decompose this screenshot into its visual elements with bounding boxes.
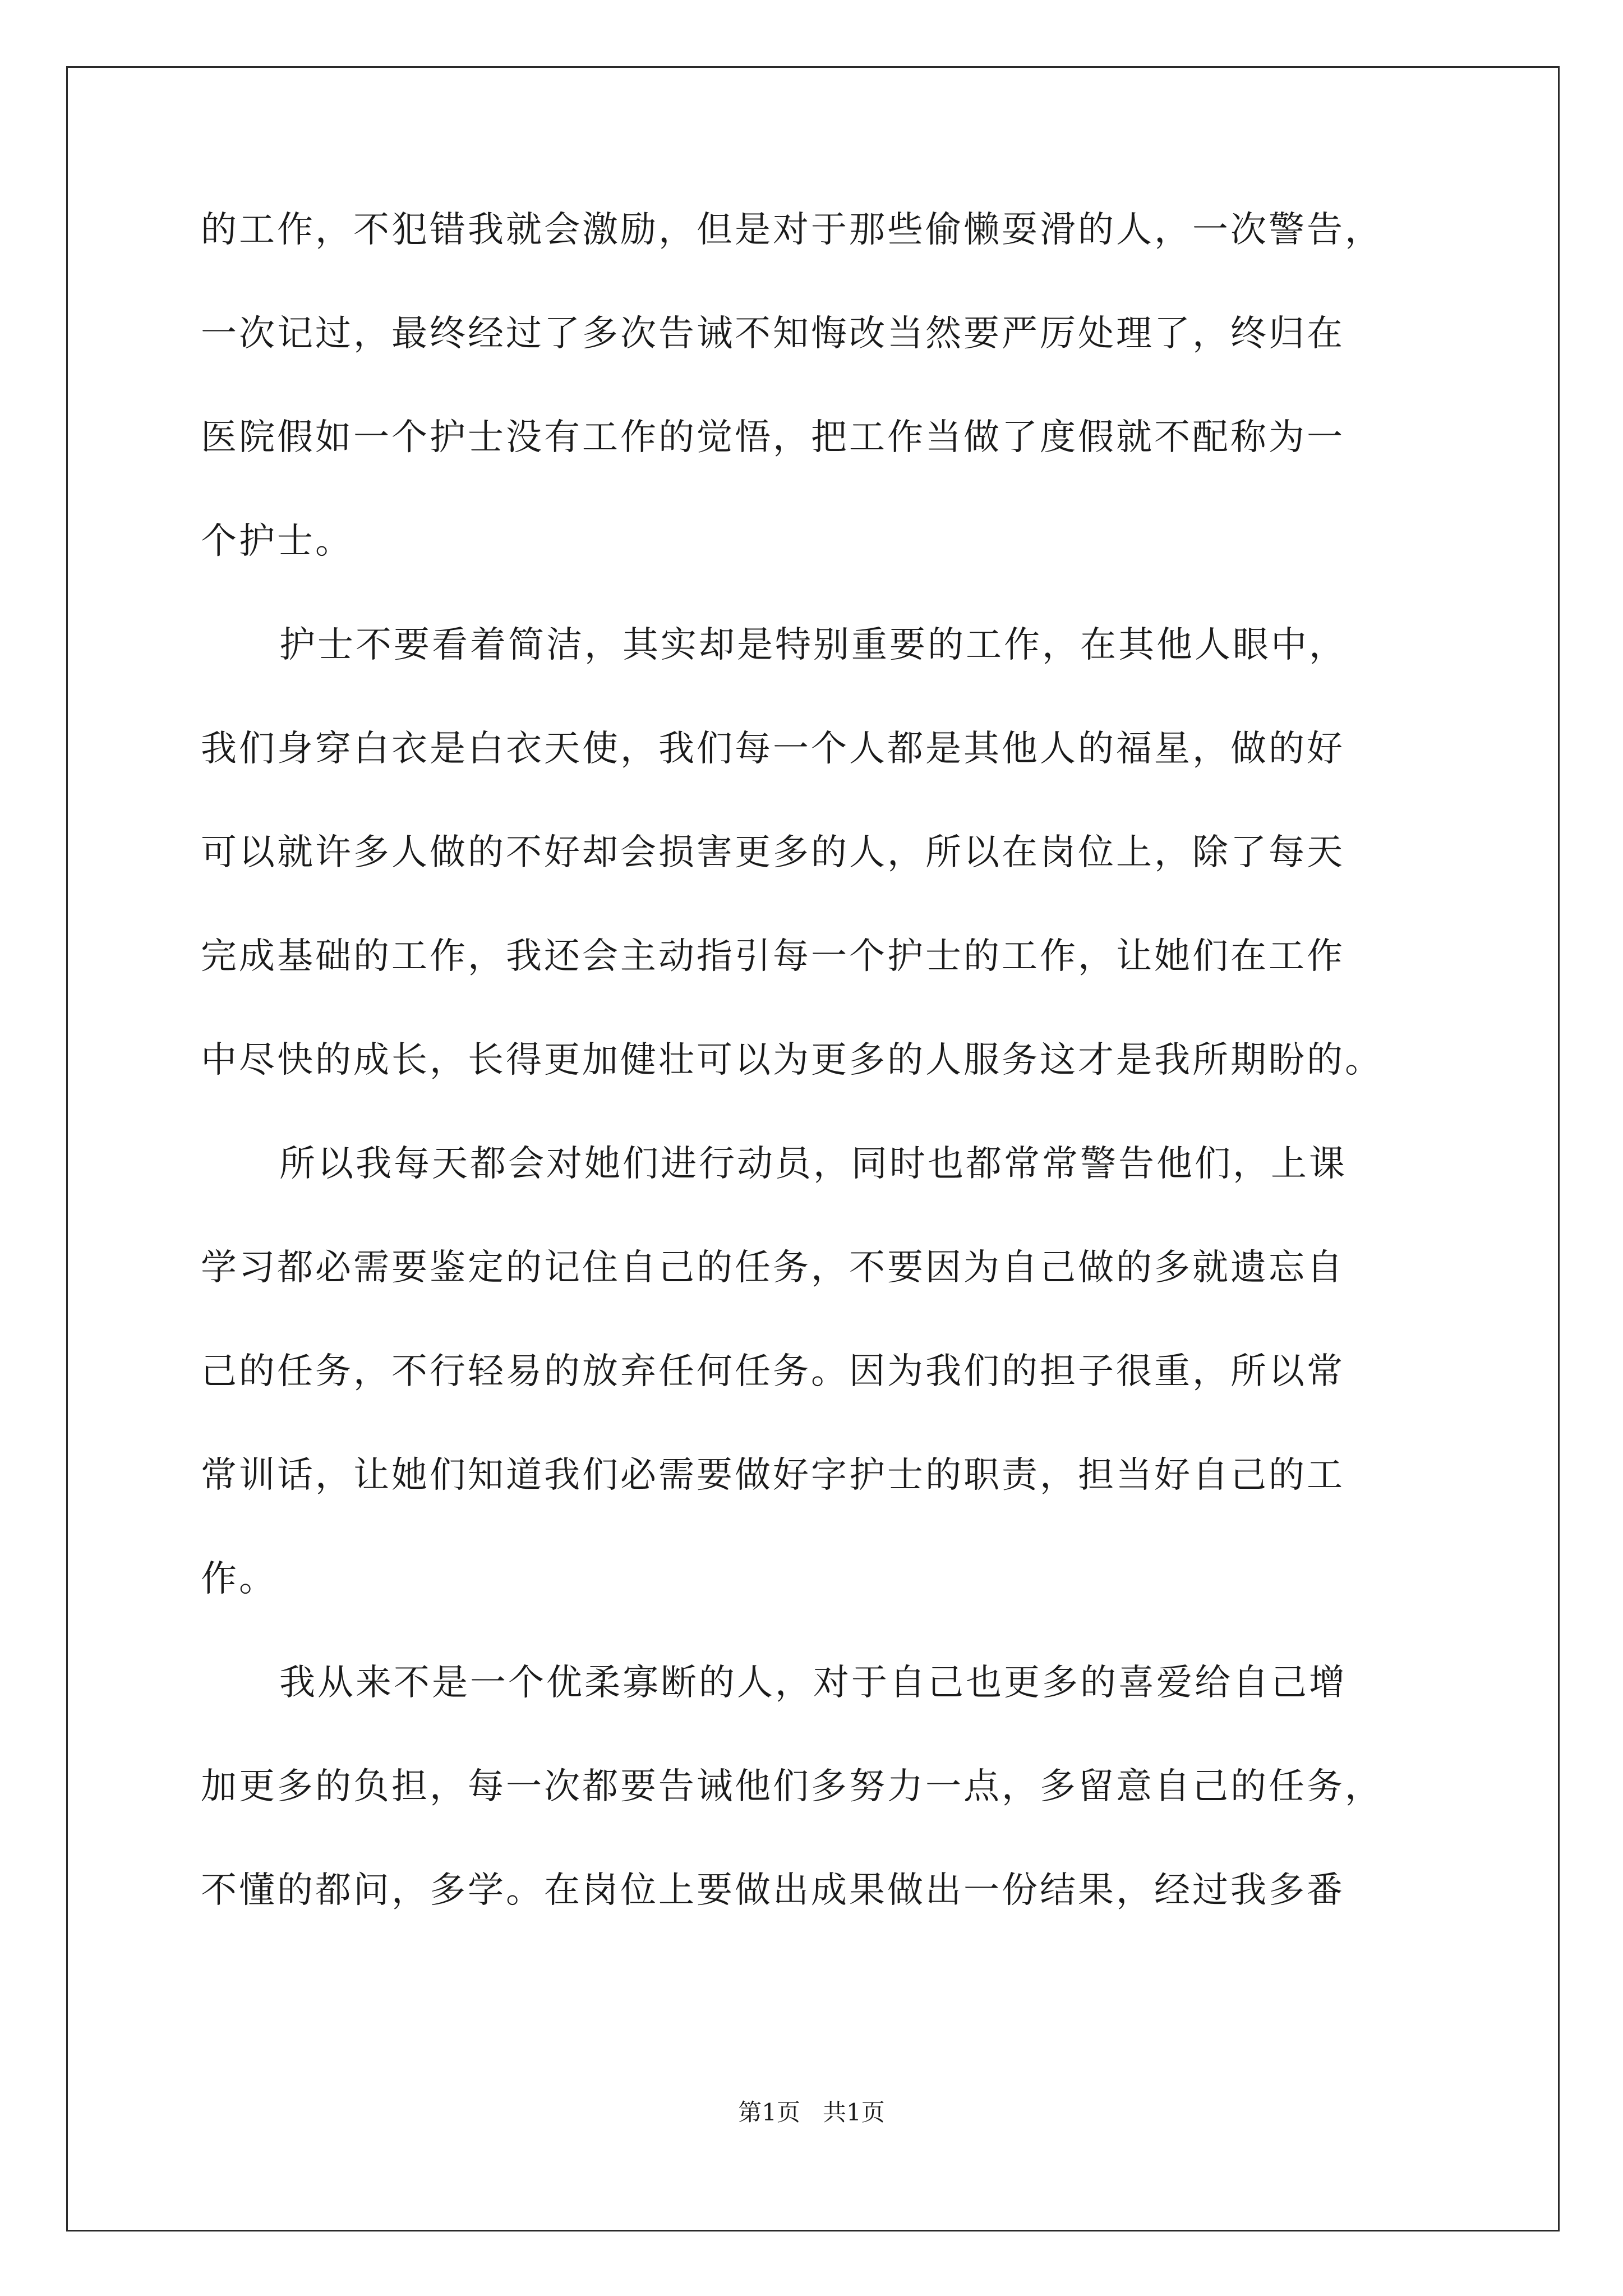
text-line: 个护士。 — [201, 521, 353, 562]
text-line: 作。 — [201, 1558, 277, 1600]
text-line: 可以就许多人做的不好却会损害更多的人，所以在岗位上，除了每天 — [201, 832, 1345, 873]
text-line: 我们身穿白衣是白衣天使，我们每一个人都是其他人的福星，做的好 — [201, 728, 1345, 770]
text-line: 医院假如一个护士没有工作的觉悟，把工作当做了度假就不配称为一 — [201, 417, 1345, 458]
page-number: 第1页 — [738, 2099, 800, 2126]
page-footer — [0, 2097, 1623, 2128]
text-line: 中尽快的成长，长得更加健壮可以为更多的人服务这才是我所期盼的。 — [201, 1039, 1383, 1081]
text-line: 学习都必需要鉴定的记住自己的任务，不要因为自己做的多就遗忘自 — [201, 1247, 1345, 1289]
paragraph-first-line: 所以我每天都会对她们进行动员，同时也都常常警告他们，上课 — [279, 1143, 1347, 1185]
text-line: 完成基础的工作，我还会主动指引每一个护士的工作，让她们在工作 — [201, 936, 1345, 977]
total-pages: 共1页 — [823, 2099, 885, 2126]
paragraph-first-line: 护士不要看着简洁，其实却是特别重要的工作，在其他人眼中， — [279, 624, 1347, 666]
text-line: 常训话，让她们知道我们必需要做好字护士的职责，担当好自己的工 — [201, 1455, 1345, 1496]
text-line: 己的任务，不行轻易的放弃任何任务。因为我们的担子很重，所以常 — [201, 1351, 1345, 1392]
text-line: 的工作，不犯错我就会激励，但是对于那些偷懒耍滑的人，一次警告， — [201, 209, 1383, 251]
text-line: 不懂的都问，多学。在岗位上要做出成果做出一份结果，经过我多番 — [201, 1870, 1345, 1911]
paragraph-first-line: 我从来不是一个优柔寡断的人，对于自己也更多的喜爱给自己增 — [279, 1662, 1347, 1704]
text-line: 加更多的负担，每一次都要告诫他们多努力一点，多留意自己的任务， — [201, 1766, 1383, 1807]
text-line: 一次记过，最终经过了多次告诫不知悔改当然要严厉处理了，终归在 — [201, 313, 1345, 355]
